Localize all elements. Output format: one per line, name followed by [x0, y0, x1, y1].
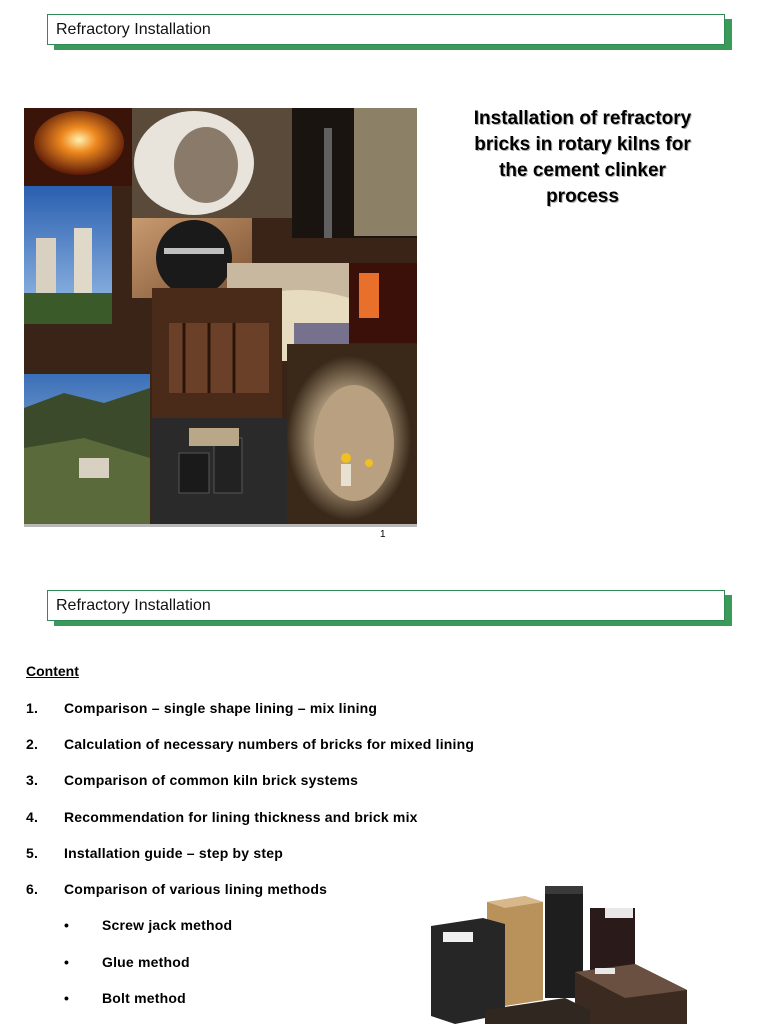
content-heading: Content [26, 663, 79, 679]
slide2-header-text: Refractory Installation [56, 597, 211, 614]
bullet: • [64, 917, 70, 933]
item-number: 5. [26, 845, 39, 861]
bricks-graphic [425, 880, 695, 1024]
collage-shadow [24, 524, 417, 527]
refractory-bricks-image [425, 880, 695, 1024]
item-text: Recommendation for lining thickness and brick mix [64, 809, 418, 825]
bullet: • [64, 990, 70, 1006]
item-number: 3. [26, 772, 39, 788]
item-number: 2. [26, 736, 39, 752]
item-text: Installation guide – step by step [64, 845, 283, 861]
collage-graphic [24, 108, 417, 525]
slide1-title [440, 106, 725, 210]
item-text: Comparison – single shape lining – mix lining [64, 700, 378, 716]
kiln-collage-image [24, 108, 417, 525]
slide1-page-number: 1 [380, 529, 386, 540]
bullet: • [64, 954, 70, 970]
item-number: 4. [26, 809, 39, 825]
subitem-text: Glue method [102, 954, 190, 970]
item-text: Comparison of common kiln brick systems [64, 772, 359, 788]
item-text: Calculation of necessary numbers of bricks for mixed lining [64, 736, 475, 752]
slide1-header-bar [47, 14, 725, 45]
item-text: Comparison of various lining methods [64, 881, 328, 897]
slide1-title-line: process [546, 186, 619, 207]
slide1-header-text: Refractory Installation [56, 21, 211, 38]
subitem-text: Screw jack method [102, 917, 233, 933]
slide2-header-bar [47, 590, 725, 621]
item-number: 6. [26, 881, 39, 897]
subitem-text: Bolt method [102, 990, 186, 1006]
slide1-title-line: bricks in rotary kilns for [474, 134, 691, 155]
slide1-title-line: the cement clinker [499, 160, 666, 181]
slide1-title-line: Installation of refractory [473, 108, 692, 129]
item-number: 1. [26, 700, 39, 716]
